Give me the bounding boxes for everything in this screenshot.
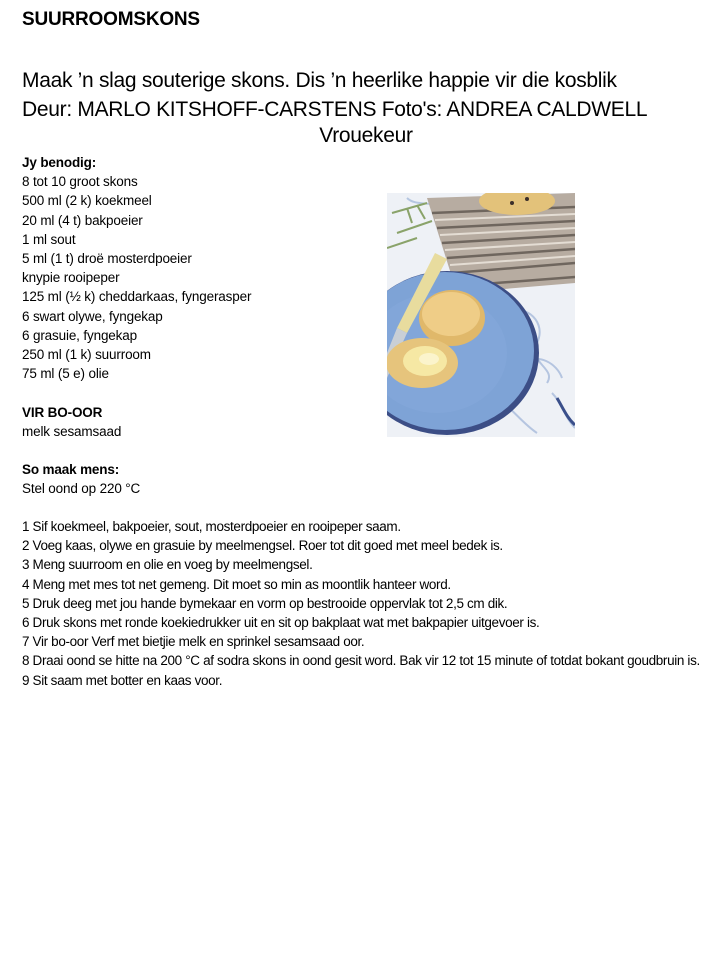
method-step: 4 Meng met mes tot net gemeng. Dit moet so min as moontlik hanteer word. (22, 576, 451, 592)
spacer (22, 441, 251, 460)
method-step: 2 Voeg kaas, olywe en grasuie by meelmengsel. Roer tot dit goed met meel bedek is. (22, 538, 503, 554)
ingredient-item: 125 ml (½ k) cheddarkaas, fyngerasper (22, 289, 252, 305)
scones-photo-illustration (387, 193, 575, 437)
method-heading: So maak mens: (22, 462, 120, 478)
topping-item: melk sesamsaad (22, 423, 122, 439)
topping-heading: VIR BO-OOR (22, 404, 103, 420)
ingredient-item: 8 tot 10 groot skons (22, 174, 138, 190)
subtitle-tagline: Maak ’n slag souterige skons. Dis ’n heerlike happie vir die kosblik (22, 69, 617, 92)
subtitle-credits: Deur: MARLO KITSHOFF-CARSTENS Foto's: ANDREA CALDWELL (22, 98, 648, 121)
ingredient-item: 250 ml (1 k) suurroom (22, 347, 151, 363)
method-step: 1 Sif koekmeel, bakpoeier, sout, mosterdpoeier en rooipeper saam. (22, 519, 401, 534)
method-step: 8 Draai oond se hitte na 200 °C af sodra skons in oond gesit word. Bak vir 12 tot 15 minute of totdat bokant goudbruin is. (22, 653, 700, 669)
ingredients-section (22, 153, 251, 499)
ingredient-item: 500 ml (2 k) koekmeel (22, 193, 152, 209)
ingredient-item: 6 swart olywe, fyngekap (22, 308, 163, 324)
method-step: 9 Sit saam met botter en kaas voor. (22, 672, 223, 688)
method-step: 6 Druk skons met ronde koekiedrukker uit en sit op bakplaat wat met bakpapier uitgevoer is. (22, 615, 540, 631)
method-steps (22, 517, 702, 690)
ingredient-item: knypie rooipeper (22, 270, 120, 286)
method-step: 5 Druk deeg met jou hande bymekaar en vorm op bestrooide oppervlak tot 2,5 cm dik. (22, 595, 508, 611)
ingredient-item: 75 ml (5 e) olie (22, 366, 109, 382)
recipe-title: SUURROOMSKONS (22, 9, 200, 30)
method-step: 3 Meng suurroom en olie en voeg by meelmengsel. (22, 557, 313, 573)
spacer (22, 383, 251, 402)
recipe-photo (387, 193, 575, 437)
ingredient-item: 20 ml (4 t) bakpoeier (22, 212, 143, 228)
ingredients-heading: Jy benodig: (22, 155, 97, 170)
ingredient-item: 1 ml sout (22, 231, 76, 247)
recipe-subtitle (22, 66, 647, 124)
preheat-instruction: Stel oond op 220 °C (22, 481, 141, 497)
ingredient-item: 6 grasuie, fyngekap (22, 327, 137, 343)
method-step: 7 Vir bo-oor Verf met bietjie melk en sprinkel sesamsaad oor. (22, 634, 365, 650)
publication-name: Vrouekeur (319, 124, 413, 147)
ingredient-item: 5 ml (1 t) droë mosterdpoeier (22, 251, 192, 267)
